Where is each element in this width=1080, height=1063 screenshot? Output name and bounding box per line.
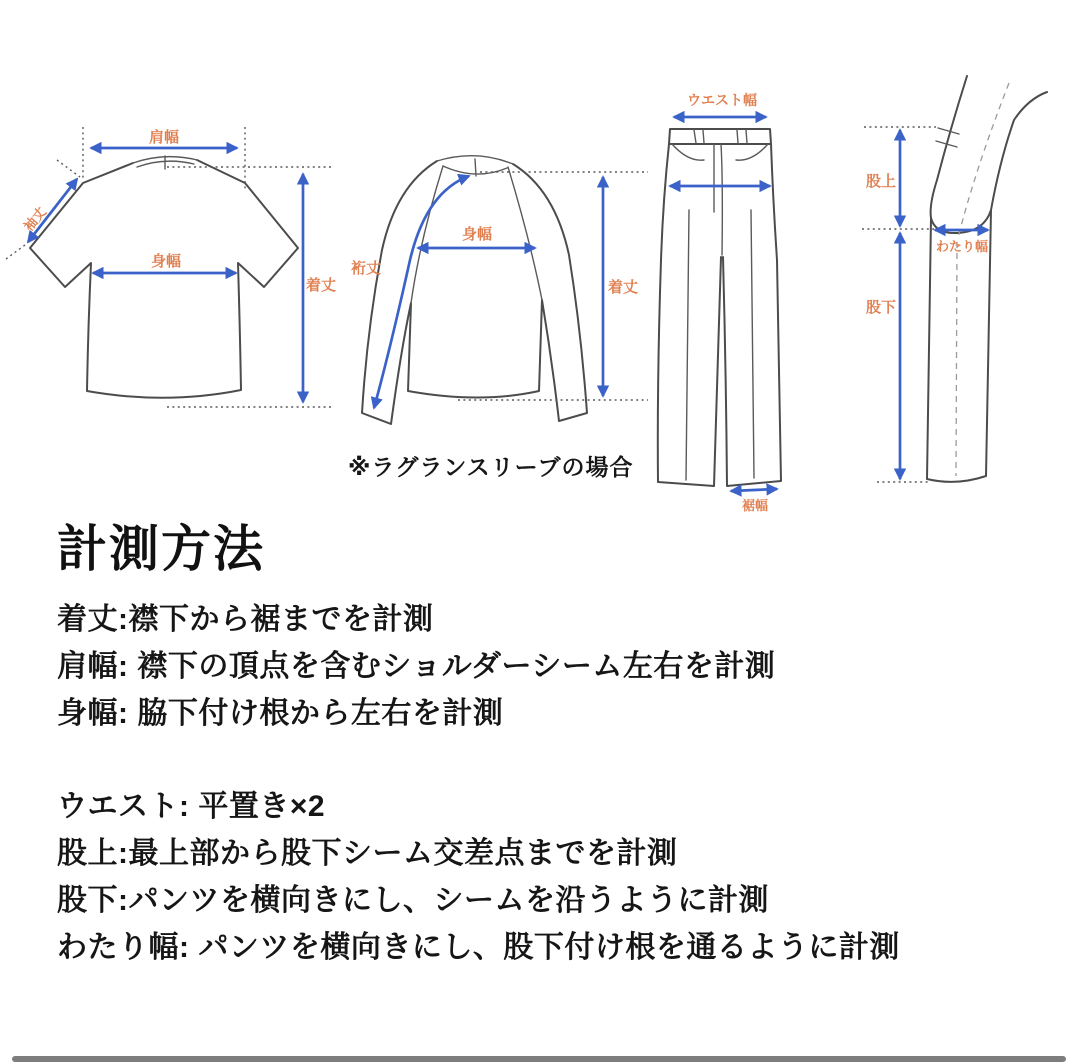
raglan-outline [362,161,587,424]
pants-front-diagram [658,92,781,513]
note-rise: 股上:最上部から股下シーム交差点までを計測 [57,837,678,870]
pants-front-outline [658,129,781,486]
note-waist: ウエスト: 平置き×2 [57,790,326,823]
garment-measurement-diagram [0,0,1080,515]
pants-inseam-label: 股下 [866,299,897,316]
bottom-measurement-notes [57,783,900,971]
pants-side-diagram [862,76,1047,482]
raglan-note: ※ラグランスリーブの場合 [348,454,634,480]
pants-side-outline [927,76,1047,482]
measurement-method-section [57,520,900,971]
note-shoulder-width: 肩幅: 襟下の頂点を含むショルダーシーム左右を計測 [57,650,776,683]
note-body-width: 身幅: 脇下付け根から左右を計測 [57,697,504,730]
tshirt-length-label: 着丈 [306,277,337,294]
raglan-length-label: 着丈 [608,279,639,296]
tshirt-outline [30,160,298,398]
pants-side-crease [956,83,1009,476]
section-heading: 計測方法 [57,521,265,577]
pants-hem-width-label: 裾幅 [741,498,769,513]
tshirt-body-width-label: 身幅 [150,253,182,270]
bottom-divider-bar [12,1056,1066,1062]
raglan-body-width-label: 身幅 [461,226,493,243]
tshirt-sleeve-length-label: 袖丈 [20,204,50,234]
tshirt-diagram [6,127,336,407]
pants-thigh-width-label: わたり幅 [935,239,989,254]
note-length: 着丈:襟下から裾までを計測 [57,603,434,636]
note-inseam: 股下:パンツを横向きにし、シームを沿うように計測 [57,884,769,917]
pants-hem-width-arrow [731,489,777,491]
note-thigh-width: わたり幅: パンツを横向きにし、股下付け根を通るように計測 [57,931,900,964]
notes-spacer [57,737,900,783]
tshirt-shoulder-width-label: 肩幅 [148,129,180,146]
raglan-sleeve-total-arrow [374,176,469,408]
raglan-shirt-diagram [351,156,648,424]
top-measurement-notes [57,596,900,737]
pants-waist-width-label: ウエスト幅 [687,92,757,108]
raglan-collar [437,156,513,176]
pants-side-waistband [936,128,959,147]
pants-rise-label: 股上 [866,173,897,190]
tshirt-collar [133,156,197,169]
raglan-sleeve-total-label: 裄丈 [351,260,382,277]
